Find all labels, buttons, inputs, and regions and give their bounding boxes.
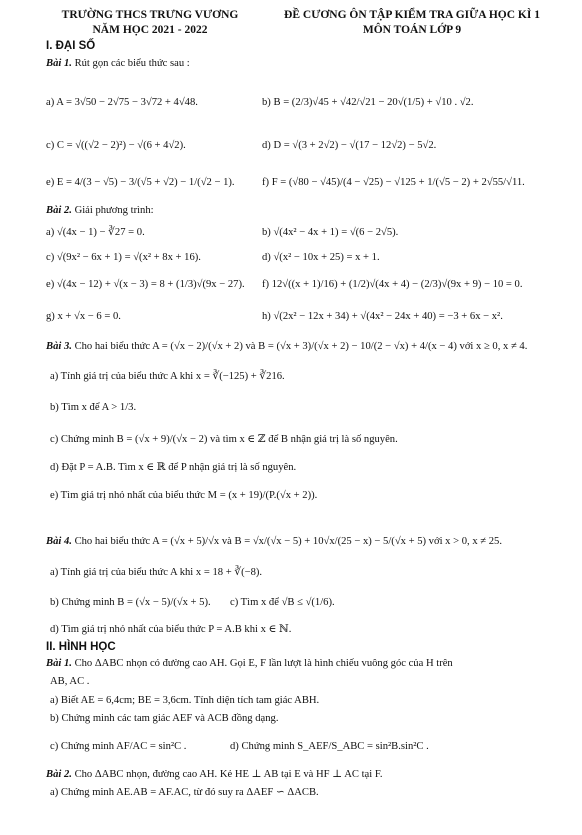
problem-4c: c) Tìm x để √B ≤ √(1/6).: [230, 597, 335, 608]
exam-subject: MÔN TOÁN LỚP 9: [362, 24, 462, 36]
school-year: NĂM HỌC 2021 - 2022: [92, 24, 208, 36]
problem-1-text: Rút gọn các biểu thức sau :: [74, 58, 190, 69]
problem-1e: e) E = 4/(3 − √5) − 3/(√5 + √2) − 1/(√2 − 1).: [46, 177, 235, 188]
geometry-1b: b) Chứng minh các tam giác AEF và ACB đồng dạng.: [50, 713, 279, 724]
geometry-2-text: Cho ΔABC nhọn, đường cao AH. Kẻ HE ⊥ AB tại E và HF ⊥ AC tại F.: [74, 769, 383, 780]
geometry-1c: c) Chứng minh AF/AC = sin²C .: [50, 741, 187, 752]
problem-2b: b) √(4x² − 4x + 1) = √(6 − 2√5).: [262, 227, 399, 238]
problem-2g: g) x + √x − 6 = 0.: [46, 311, 121, 322]
section-geometry: II. HÌNH HỌC: [46, 641, 116, 653]
problem-2-heading: [46, 204, 154, 218]
problem-4-text: Cho hai biểu thức A = (√x + 5)/√x và B = √x/(√x − 5) + 10√x/(25 − x) − 5/(√x + 5) với x > 0, x ≠ 25.: [74, 536, 502, 547]
section-algebra: I. ĐẠI SỐ: [46, 40, 96, 52]
geometry-1-title: Bài 1.: [46, 658, 72, 669]
problem-2h: h) √(2x² − 12x + 34) + √(4x² − 24x + 40) = −3 + 6x − x².: [262, 311, 503, 322]
problem-2-title: Bài 2.: [46, 205, 72, 216]
geometry-2a: a) Chứng minh AE.AB = AF.AC, từ đó suy ra ΔAEF ∽ ΔACB.: [50, 787, 319, 798]
school-name: TRƯỜNG THCS TRƯNG VƯƠNG: [61, 9, 239, 21]
exam-header: [262, 8, 562, 38]
problem-4d: d) Tìm giá trị nhỏ nhất của biểu thức P = A.B khi x ∈ ℕ.: [50, 624, 292, 635]
problem-4b: b) Chứng minh B = (√x − 5)/(√x + 5).: [50, 597, 211, 608]
geometry-1-text-cont: AB, AC .: [50, 676, 90, 687]
problem-4a: a) Tính giá trị của biểu thức A khi x = 18 + ∛(−8).: [50, 567, 263, 578]
geometry-1a: a) Biết AE = 6,4cm; BE = 3,6cm. Tính diện tích tam giác ABH.: [50, 695, 320, 706]
problem-3-text: Cho hai biểu thức A = (√x − 2)/(√x + 2) và B = (√x + 3)/(√x + 2) − 10/(2 − √x) + 4/(x − 4) với x ≥ 0, x ≠ 4.: [74, 341, 528, 352]
geometry-1d: d) Chứng minh S_AEF/S_ABC = sin²B.sin²C .: [230, 741, 429, 752]
exam-title: ĐỀ CƯƠNG ÔN TẬP KIỂM TRA GIỮA HỌC KÌ 1: [284, 9, 540, 21]
problem-4-heading: [46, 535, 502, 549]
problem-2f: f) 12√((x + 1)/16) + (1/2)√(4x + 4) − (2/3)√(9x + 9) − 10 = 0.: [262, 279, 523, 290]
problem-2c: c) √(9x² − 6x + 1) = √(x² + 8x + 16).: [46, 252, 201, 263]
problem-1a: a) A = 3√50 − 2√75 − 3√72 + 4√48.: [46, 97, 198, 108]
problem-1f: f) F = (√80 − √45)/(4 − √25) − √125 + 1/(√5 − 2) + 2√55/√11.: [262, 177, 525, 188]
problem-1b: b) B = (2/3)√45 + √42/√21 − 20√(1/5) + √10 . √2.: [262, 97, 474, 108]
problem-1d: d) D = √(3 + 2√2) − √(17 − 12√2) − 5√2.: [262, 140, 437, 151]
geometry-2-heading: [46, 768, 383, 782]
problem-3a: a) Tính giá trị của biểu thức A khi x = ∛(−125) + ∛216.: [50, 371, 285, 382]
problem-2e: e) √(4x − 12) + √(x − 3) = 8 + (1/3)√(9x − 27).: [46, 279, 245, 290]
problem-2d: d) √(x² − 10x + 25) = x + 1.: [262, 252, 380, 263]
problem-1-title: Bài 1.: [46, 58, 72, 69]
problem-3e: e) Tìm giá trị nhỏ nhất của biểu thức M = (x + 19)/(P.(√x + 2)).: [50, 490, 318, 501]
problem-3c: c) Chứng minh B = (√x + 9)/(√x − 2) và tìm x ∈ ℤ để B nhận giá trị là số nguyên.: [50, 434, 398, 445]
geometry-1-heading: [46, 657, 453, 671]
problem-2a: a) √(4x − 1) − ∛27 = 0.: [46, 227, 145, 238]
problem-3-heading: [46, 340, 527, 354]
geometry-2-title: Bài 2.: [46, 769, 72, 780]
school-header: [50, 8, 250, 38]
problem-1c: c) C = √((√2 − 2)²) − √(6 + 4√2).: [46, 140, 186, 151]
problem-3b: b) Tìm x để A > 1/3.: [50, 402, 137, 413]
problem-2-text: Giải phương trình:: [74, 205, 154, 216]
problem-3d: d) Đặt P = A.B. Tìm x ∈ ℝ để P nhận giá trị là số nguyên.: [50, 462, 297, 473]
problem-4-title: Bài 4.: [46, 536, 72, 547]
problem-1-heading: [46, 57, 190, 71]
problem-3-title: Bài 3.: [46, 341, 72, 352]
geometry-1-text: Cho ΔABC nhọn có đường cao AH. Gọi E, F lần lượt là hình chiếu vuông góc của H trên: [74, 658, 453, 669]
